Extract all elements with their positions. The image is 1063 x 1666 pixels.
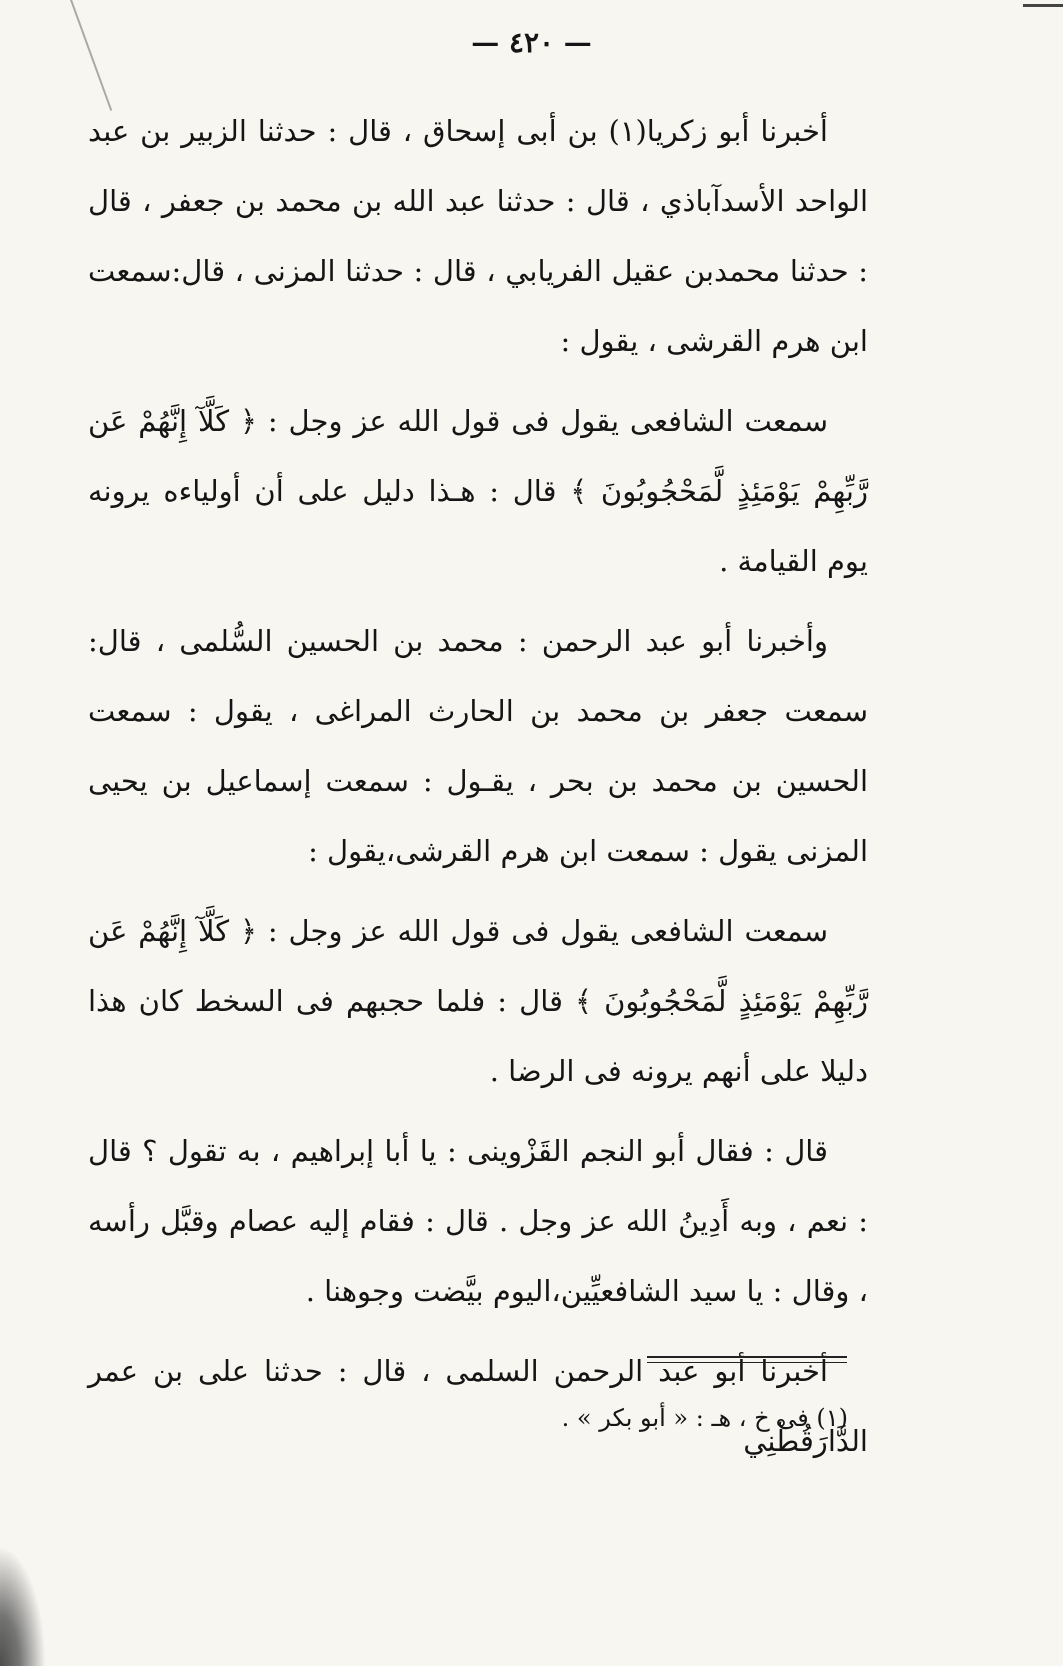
footnote-rule [647, 1356, 847, 1358]
paragraph-3: وأخبرنا أبو عبد الرحمن : محمد بن الحسين السُّلمى ، قال: سمعت جعفر بن محمد بن الحارث المراغى ، يقول : سمعت الحسين بن محمد بن بحر ، يقـول : سمعت إسماعيل بن يحيى المزنى يقول : سمعت ابن هرم القرشى،يقول : [88, 624, 868, 868]
paragraph-2: سمعت الشافعى يقول فى قول الله عز وجل : ﴿ كَلَّآ إِنَّهُمْ عَن رَّبِّهِمْ يَوْمَئِذٍ لَّمَحْجُوبُونَ ﴾ قال : هـذا دليل على أن أولياءه يرونه يوم القيامة . [88, 404, 868, 578]
paragraph-5: قال : فقال أبو النجم القَزْوينى : يا أبا إبراهيم ، به تقول ؟ قال : نعم ، وبه أَدِينُ الله عز وجل . قال : فقام إليه عصام وقبَّل رأسه ، وقال : يا سيد الشافعيِّين،اليوم بيَّضت وجوهنا . [88, 1134, 868, 1308]
paragraph-1: أخبرنا أبو زكريا(١) بن أبى إسحاق ، قال : حدثنا الزبير بن عبد الواحد الأسدآباذي ، قال : حدثنا عبد الله بن محمد بن جعفر ، قال : حدثنا محمدبن عقيل الفريابي ، قال : حدثنا المزنى ، قال:سمعت ابن هرم القرشى ، يقول : [88, 114, 868, 358]
paragraph-4: سمعت الشافعى يقول فى قول الله عز وجل : ﴿ كَلَّآ إِنَّهُمْ عَن رَّبِّهِمْ يَوْمَئِذٍ لَّمَحْجُوبُونَ ﴾ قال : فلما حجبهم فى السخط كان هذا دليلا على أنهم يرونه فى الرضا . [88, 914, 868, 1088]
corner-mark [1023, 4, 1063, 7]
paragraph-6: أخبرنا أبو عبد الرحمن السلمى ، قال : حدثنا على بن عمر الدَّارَقُطْنِي [88, 1354, 868, 1458]
footnote-rule-secondary [647, 1362, 847, 1363]
page-number: — ٤٢٠ — [471, 26, 592, 59]
body-text [88, 96, 868, 1486]
footnote-1: (١) فى خ ، هـ : « أبو بكر » . [561, 1404, 848, 1432]
edge-smudge [0, 1546, 46, 1666]
